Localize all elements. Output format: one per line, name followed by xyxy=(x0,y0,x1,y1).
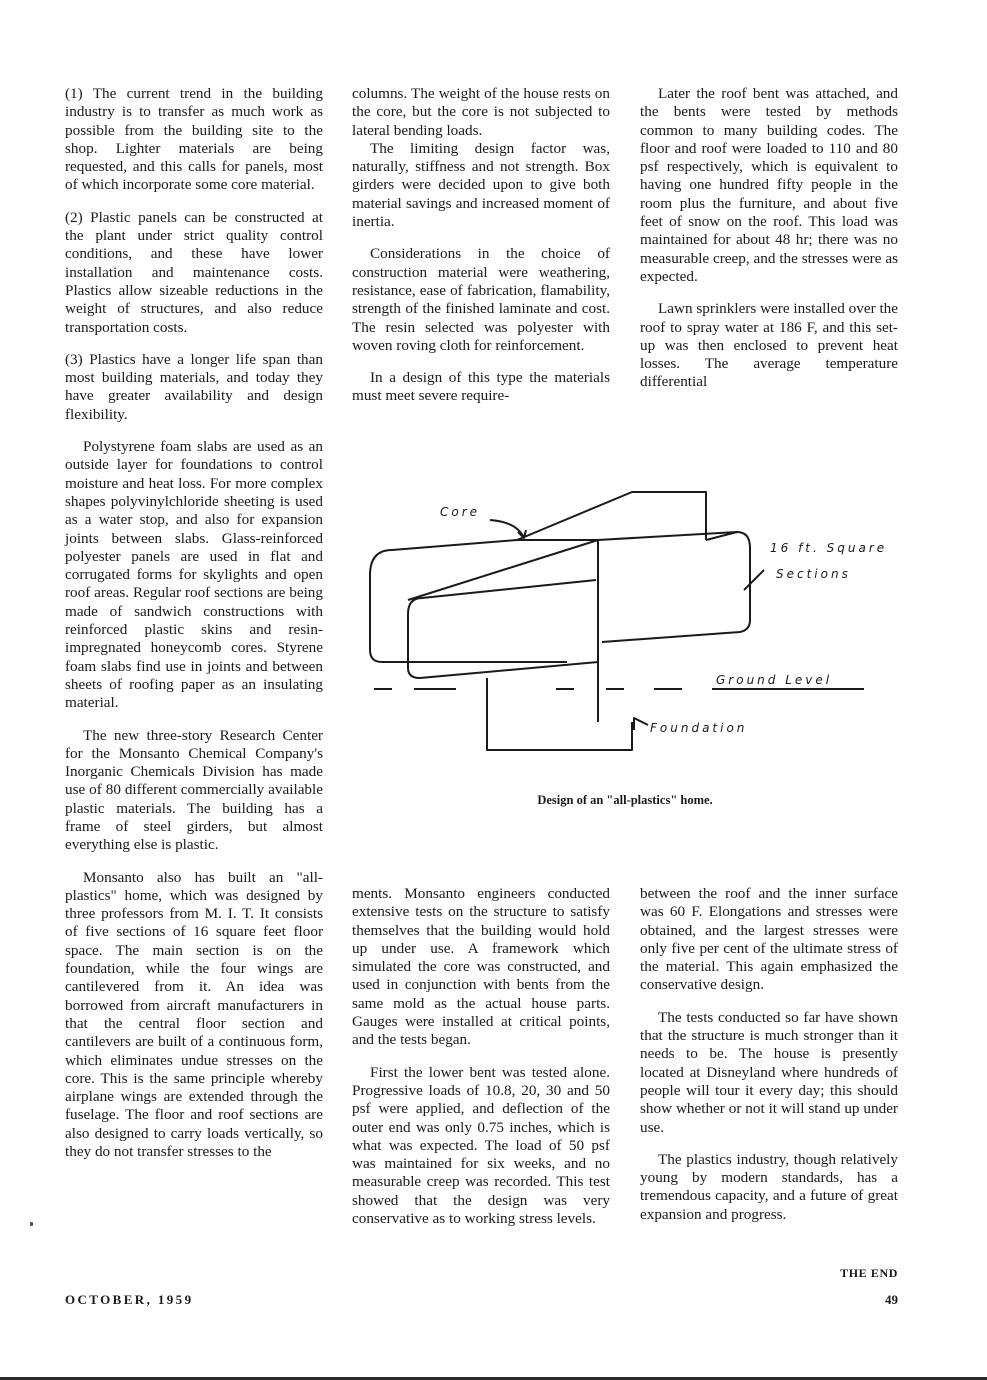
label-foundation: Foundation xyxy=(650,721,748,735)
gutter-mark xyxy=(30,1222,33,1226)
paragraph: between the roof and the inner surface was 60 F. Elongations and stresses were obtained, and the largest stresses were only five per cent of the ultimate stress of the material. This again emphasized the conservative design. xyxy=(640,885,898,994)
left-wing-top xyxy=(392,540,517,550)
paragraph: The new three-story Research Center for the Monsanto Chemical Company's Inorganic Chemicals Division has made use of 80 different commercially available plastic materials. The building has a frame of steel girders, but almost everything else is plastic. xyxy=(65,726,323,854)
paragraph: Monsanto also has built an "all-plastics" home, which was designed by three professors from M. I. T. It consists of five sections of 16 square feet floor space. The main section is on the foundation, while the four wings are cantilevered from it. An idea was borrowed from aircraft manufacturers in that the central floor section and cantilevers are built of a continuous form, which eliminates undue stresses on the core. This is the same principle whereby airplane wings are extended through the fuselage. The floor and roof sections are also designed to carry loads vertically, so they do not transfer stresses to the xyxy=(65,868,323,1161)
column-middle-bottom xyxy=(352,885,610,1228)
paragraph: Considerations in the choice of construction material were weathering, resistance, ease of fabrication, flamability, strength of the finished laminate and cost. The resin selected was polyester with woven roving cloth for reinforcement. xyxy=(352,245,610,354)
page-number: 49 xyxy=(885,1292,898,1307)
paragraph: (2) Plastic panels can be constructed at the plant under strict quality control conditions, and these have lower installation and maintenance costs. Plastics allow sizeable reductions in the weight of structures, and also reduce transportation costs. xyxy=(65,208,323,336)
issue-date: OCTOBER, 1959 xyxy=(65,1292,194,1307)
sections-arrow xyxy=(744,570,764,590)
diagram-lines xyxy=(370,492,764,750)
front-wing xyxy=(408,598,598,678)
label-sections: 16 ft. Square xyxy=(770,541,888,555)
paragraph: (1) The current trend in the building industry is to transfer as much work as possible from the building site to the shop. Lighter materials are being requested, and this calls for panels, most of which incorporate some core material. xyxy=(65,85,323,194)
paragraph: The limiting design factor was, naturally, stiffness and not strength. Box girders were decided upon to give both material savings and increased moment of inertia. xyxy=(352,139,610,231)
paragraph: ments. Monsanto engineers conducted extensive tests on the structure to satisfy themselves that the building would hold up under use. A framework which simulated the core was constructed, and used in conjunction with bents from the same mold as the actual house parts. Gauges were installed at critical points, and the tests began. xyxy=(352,885,610,1049)
paragraph: (3) Plastics have a longer life span than most building materials, and today they have greater availability and design flexibility. xyxy=(65,350,323,423)
label-ground-level: Ground Level xyxy=(716,673,833,687)
figure-caption: Design of an "all-plastics" home. xyxy=(537,793,713,807)
paragraph: Later the roof bent was attached, and the bents were tested by methods common to many building codes. The floor and roof were loaded to 110 and 80 psf respectively, which is equivalent to having one hundred fifty people in the room plus the furniture, and about five feet of snow on the roof. This load was maintained for about 48 hr; there was no measurable creep, and the stresses were as expected. xyxy=(640,85,898,285)
label-sections-2: Sections xyxy=(776,567,851,581)
front-wing-top xyxy=(422,580,596,598)
column-right-top xyxy=(640,85,898,392)
paragraph: columns. The weight of the house rests on the core, but the core is not subjected to lateral bending loads. xyxy=(352,85,610,139)
label-core: Core xyxy=(440,505,481,519)
paragraph: The tests conducted so far have shown that the structure is much stronger than it needs to be. The house is presently located at Disneyland where hundreds of people will tour it every day; this should show whether or not it will stand up under use. xyxy=(640,1008,898,1136)
foundation-arrow xyxy=(634,718,648,730)
paragraph: The plastics industry, though relatively young by modern standards, has a tremendous capacity, and a future of great expansion and progress. xyxy=(640,1150,898,1223)
the-end-marker: THE END xyxy=(840,1266,898,1280)
paragraph: Polystyrene foam slabs are used as an outside layer for foundations to control moisture and heat loss. For more complex shapes polyvinylchloride sheeting is used as a water stop, and also for expansion joints between slabs. Glass-reinforced polyester panels are used in flat and corrugated forms for skylights and open roof areas. Regular roof sections are being made of sandwich constructions with reinforced plastic skins and resin-impregnated honeycomb cores. Styrene foam slabs find use in joints and between sheets of roofing paper as an insulating material. xyxy=(65,438,323,712)
house-diagram-svg xyxy=(352,480,898,780)
right-wing xyxy=(598,532,750,642)
column-middle-top xyxy=(352,85,610,406)
paragraph: In a design of this type the materials must meet severe require- xyxy=(352,369,610,405)
left-wing xyxy=(370,550,567,662)
paragraph: Lawn sprinklers were installed over the roof to spray water at 186 F, and this set-up was then enclosed to prevent heat losses. The average temperature differential xyxy=(640,300,898,391)
house-diagram xyxy=(352,480,898,780)
column-right-bottom xyxy=(640,885,898,1224)
seam-1 xyxy=(408,540,598,600)
paragraph: First the lower bent was tested alone. Progressive loads of 10.8, 20, 30 and 50 psf were applied, and deflection of the outer end was only 0.75 inches, which is what was expected. The load of 50 psf was maintained for six weeks, and no measurable creep was recorded. This test showed that the design was very conservative as to working stress levels. xyxy=(352,1063,610,1228)
column-left xyxy=(65,85,323,1161)
core-arrow xyxy=(490,520,524,538)
rear-wing xyxy=(517,492,706,540)
